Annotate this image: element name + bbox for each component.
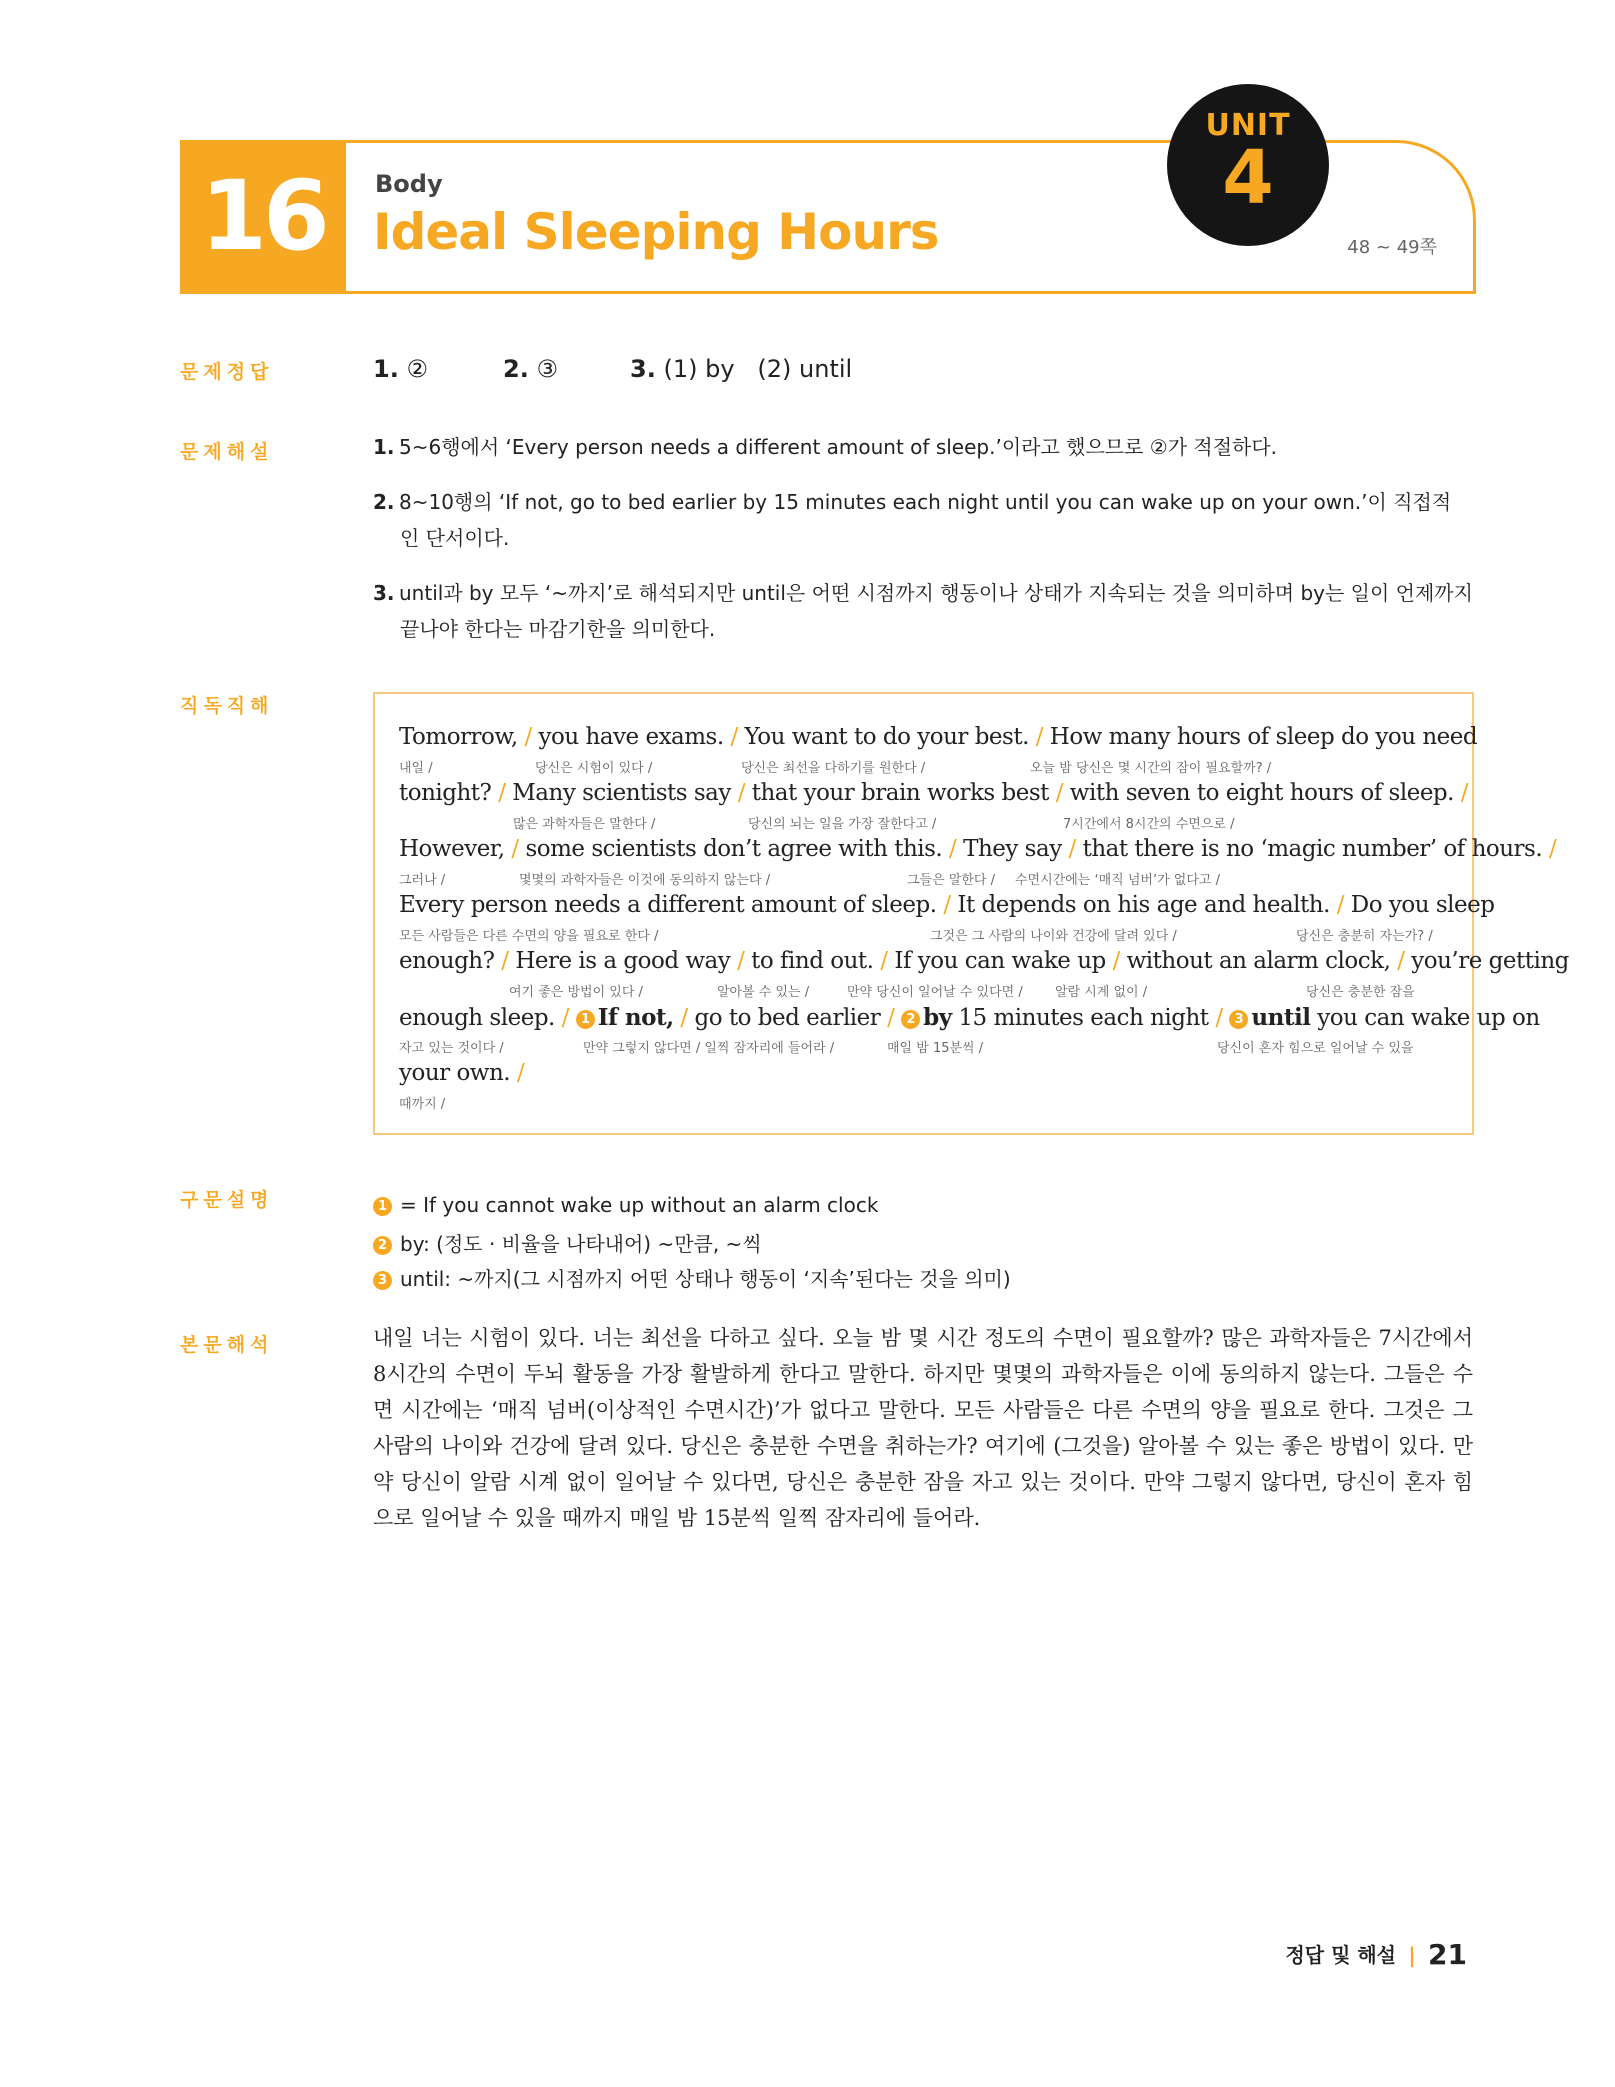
lesson-number: 16 <box>180 140 346 292</box>
reading-line-2: tonight? / Many scientists say / that your brain works best / with seven to eight hours of sleep. / <box>399 780 1469 806</box>
page-footer <box>1285 1938 1467 1971</box>
note-marker-3: 3 <box>1229 1010 1248 1029</box>
label-answers: 문제정답 <box>180 361 274 383</box>
reading-line-7: your own. / <box>399 1060 525 1086</box>
answer-3: 3. (1) by (2) until <box>630 355 853 383</box>
unit-label: UNIT <box>1205 108 1291 143</box>
footer-section: 정답 및 해설 <box>1285 1943 1396 1967</box>
grammar-note-2: 2 by: (정도 · 비율을 나타내어) ~만큼, ~씩 <box>373 1228 762 1257</box>
unit-badge <box>1167 84 1329 246</box>
label-explanation: 문제해설 <box>180 441 274 463</box>
unit-number: 4 <box>1222 135 1274 221</box>
grammar-note-3: 3 until: ~까지(그 시점까지 어떤 상태나 행동이 ‘지속’된다는 것을 의미) <box>373 1263 1011 1292</box>
reading-line-3: However, / some scientists don’t agree with this. / They say / that there is no ‘magic number’ of hours. / <box>399 836 1557 862</box>
page-range: 48 ~ 49쪽 <box>1347 237 1437 258</box>
reading-line-6: enough sleep. / 1 If not, / go to bed earlier / 2 by 15 minutes each night / 3 until you can wake up on <box>399 1004 1540 1031</box>
answer-2: 2. ③ <box>503 355 558 383</box>
reading-line-4: Every person needs a different amount of sleep. / It depends on his age and health. / Do you sleep <box>399 892 1495 918</box>
explanation-3: 3. until과 by 모두 ‘~까지’로 해석되지만 until은 어떤 시점까지 행동이나 상태가 지속되는 것을 의미하며 by는 일이 언제까지 끝나야 한다는 마감기한을 의미한다. <box>373 581 1473 641</box>
note-marker-3: 3 <box>373 1271 392 1290</box>
label-reading: 직독직해 <box>180 695 274 717</box>
lesson-title: Ideal Sleeping Hours <box>373 203 939 261</box>
explanation-1: 1. 5~6행에서 ‘Every person needs a different amount of sleep.’이라고 했으므로 ②가 적절하다. <box>373 435 1278 459</box>
reading-line-1: Tomorrow, / you have exams. / You want to do your best. / How many hours of sleep do you need <box>399 724 1478 750</box>
explanation-2: 2. 8~10행의 ‘If not, go to bed earlier by 15 minutes each night until you can wake up on your own.’이 직접적 인 단서이다. <box>373 490 1452 550</box>
lesson-subject: Body <box>375 170 443 198</box>
grammar-note-1: 1 = If you cannot wake up without an alarm clock <box>373 1193 878 1217</box>
label-translation: 본문해석 <box>180 1334 274 1356</box>
reading-box: Tomorrow, / you have exams. / You want to do your best. / How many hours of sleep do you need 내일 / 당신은 시험이 있다 / 당신은 최선을 다하기를 원한다 / 오늘 밤 당신은 몇 시간의 잠이 필요할까? / tonight? / Many scientists say / that your brain works best / with seven to eight hours of sleep. / 많은 과학자들은 말한다 / 당신의 뇌는 일을 가장 잘한다고 / 7시간에서 8시간의 수면으로 / However, / some scientists don’t agree with this. / They say / that there is no ‘magic number’ of hours. / 그러나 / 몇몇의 과학자들은 이것에 동의하지 않는다 / 그들은 말한다 / 수면시간에는 ‘매직 넘버’가 없다고 / Every person needs a different amount of sleep. / It depends on his age and health. / Do you sleep 모든 사람들은 다른 수면의 양을 필요로 한다 / 그것은 그 사람의 나이와 건강에 달려 있다 / 당신은 충분히 자는가? / enough? / Here is a good way / to find out. / If you can wake up / without an alarm clock, / you’re getting 여기 좋은 방법이 있다 / 알아볼 수 있는 / 만약 당신이 일어날 수 있다면 / 알람 시계 없이 / 당신은 충분한 잠을 enough sleep. / 1 If not, / go to bed earlier / 2 by 15 minutes each night / 3 until you can wake up on 자고 있는 것이다 / 만약 그렇지 않다면 / 일찍 잠자리에 들어라 / 매일 밤 15분씩 / 당신이 혼자 힘으로 일어날 수 있을 your own. / 때까지 / <box>373 692 1474 1135</box>
reading-line-5: enough? / Here is a good way / to find out. / If you can wake up / without an alarm clock, / you’re getting <box>399 948 1569 974</box>
korean-translation: 내일 너는 시험이 있다. 너는 최선을 다하고 싶다. 오늘 밤 몇 시간 정도의 수면이 필요할까? 많은 과학자들은 7시간에서 8시간의 수면이 두뇌 활동을 가장 활발하게 한다고 말한다. 하지만 몇몇의 과학자들은 이에 동의하지 않는다. 그들은 수면 시간에는 ‘매직 넘버(이상적인 수면시간)’가 없다고 말한다. 모든 사람들은 다른 수면의 양을 필요로 한다. 그것은 그 사람의 나이와 건강에 달려 있다. 당신은 충분한 수면을 취하는가? 여기에 (그것을) 알아볼 수 있는 좋은 방법이 있다. 만약 당신이 알람 시계 없이 일어날 수 있다면, 당신은 충분한 잠을 자고 있는 것이다. 만약 그렇지 않다면, 당신이 혼자 힘으로 일어날 수 있을 때까지 매일 밤 15분씩 일찍 잠자리에 들어라. <box>373 1326 1473 1530</box>
page-number: 21 <box>1428 1938 1467 1971</box>
note-marker-1: 1 <box>373 1197 392 1216</box>
note-marker-2: 2 <box>901 1010 920 1029</box>
note-marker-1: 1 <box>576 1010 595 1029</box>
note-marker-2: 2 <box>373 1236 392 1255</box>
label-grammar: 구문설명 <box>180 1189 274 1211</box>
answer-1: 1. ② <box>373 355 428 383</box>
footer-separator: | <box>1408 1943 1416 1967</box>
